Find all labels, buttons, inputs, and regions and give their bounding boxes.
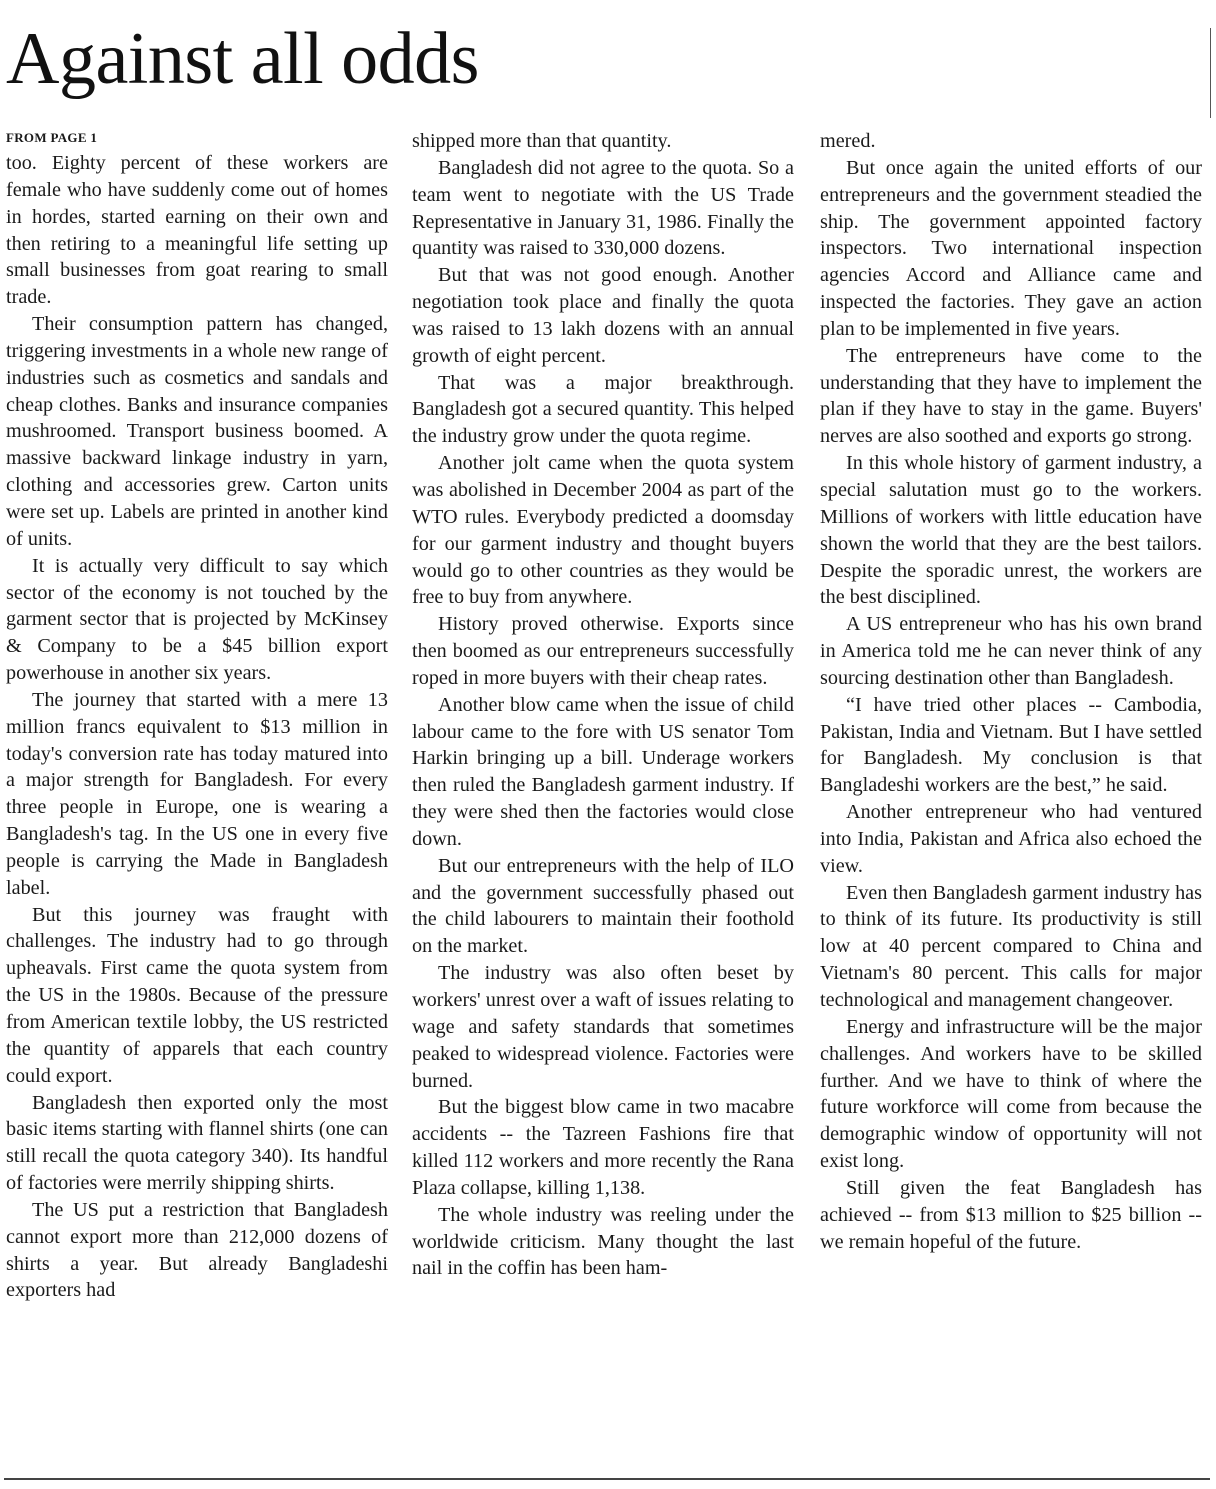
paragraph: Another blow came when the issue of child labour came to the fore with US senator Tom Harkin bringing up a bill. Underage workers then ruled the Bangladesh garment industry. If they were shed then the factories would close down. [412, 693, 794, 850]
paragraph: shipped more than that quantity. [412, 130, 672, 152]
paragraph: But once again the united efforts of our entrepreneurs and the government steadied the ship. The government appointed factory inspectors. Two international inspection agencies Accord and Alliance came and inspected the factories. They gave an action plan to be implemented in five years. [820, 156, 1202, 340]
paragraph: It is actually very difficult to say which sector of the economy is not touched by the garment sector that is projected by McKinsey & Company to be a $45 billion export powerhouse in another six years. [6, 554, 388, 685]
paragraph: Another entrepreneur who had ventured into India, Pakistan and Africa also echoed the view. [820, 801, 1202, 877]
paragraph: The US put a restriction that Bangladesh cannot export more than 212,000 dozens of shirts a year. But already Bangladeshi exporters had [6, 1198, 388, 1302]
column-rule [1210, 28, 1211, 118]
article-column-3 [820, 128, 1202, 1255]
paragraph: “I have tried other places -- Cambodia, Pakistan, India and Vietnam. But I have settled for Bangladesh. My conclusion is that Bangladeshi workers are the best,” he said. [820, 693, 1202, 797]
paragraph: The whole industry was reeling under the worldwide criticism. Many thought the last nail in the coffin has been ham- [412, 1203, 794, 1280]
paragraph: The journey that started with a mere 13 million francs equivalent to $13 million in today's conversion rate has today matured into a major strength for Bangladesh. For every three people in Europe, one is wearing a Bangladesh's tag. In the US one in every five people is carrying the Made in Bangladesh label. [6, 688, 388, 899]
paragraph: Another jolt came when the quota system was abolished in December 2004 as part of the WTO rules. Everybody predicted a doomsday for our garment industry and thought buyers would go to other countries as they would be free to buy from anywhere. [412, 452, 794, 609]
paragraph: But that was not good enough. Another negotiation took place and finally the quota was raised to 13 lakh dozens with an annual growth of eight percent. [412, 264, 794, 367]
paragraph: Still given the feat Bangladesh has achieved -- from $13 million to $25 billion -- we remain hopeful of the future. [820, 1176, 1202, 1253]
paragraph: History proved otherwise. Exports since then boomed as our entrepreneurs successfully roped in more buyers with their cheap rates. [412, 613, 794, 689]
paragraph: Their consumption pattern has changed, triggering investments in a whole new range of industries such as cosmetics and sandals and cheap clothes. Banks and insurance companies mushroomed. Transport business boomed. A massive backward linkage industry in yarn, clothing and accessories grew. Carton units were set up. Labels are printed in another kind of units. [6, 313, 388, 550]
paragraph: But our entrepreneurs with the help of ILO and the government successfully phased out the child labourers to maintain their foothold on the market. [412, 854, 794, 958]
paragraph: But the biggest blow came in two macabre accidents -- the Tazreen Fashions fire that killed 112 workers and more recently the Rana Plaza collapse, killing 1,138. [412, 1096, 794, 1199]
headline: Against all odds [6, 18, 479, 100]
paragraph: mered. [820, 130, 876, 152]
paragraph: In this whole history of garment industry, a special salutation must go to the workers. Millions of workers with little education have shown the world that they are the best tailors. Despite the sporadic unrest, the workers are the best disciplined. [820, 452, 1202, 609]
paragraph: That was a major breakthrough. Bangladesh got a secured quantity. This helped the industry grow under the quota regime. [412, 371, 794, 448]
paragraph: Even then Bangladesh garment industry has to think of its future. Its productivity is still low at 40 percent compared to China and Vietnam's 80 percent. This calls for major technological and management changeover. [820, 881, 1202, 1011]
paragraph: too. Eighty percent of these workers are female who have suddenly come out of homes in hordes, started earning on their own and then retiring to a meaningful life setting up small businesses from goat rearing to small trade. [6, 152, 388, 309]
article-column-2 [412, 128, 794, 1282]
paragraph: But this journey was fraught with challenges. The industry had to go through upheavals. First came the quota system from the US in the 1980s. Because of the pressure from American textile lobby, the US restricted the quantity of apparels that each country could export. [6, 903, 388, 1087]
paragraph: A US entrepreneur who has his own brand in America told me he can never think of any sourcing destination other than Bangladesh. [820, 613, 1202, 689]
paragraph: The industry was also often beset by workers' unrest over a waft of issues relating to wage and safety standards that sometimes peaked to widespread violence. Factories were burned. [412, 962, 794, 1092]
paragraph: The entrepreneurs have come to the understanding that they have to implement the plan if they have to stay in the game. Buyers' nerves are also soothed and exports go strong. [820, 344, 1202, 448]
bottom-rule [4, 1478, 1210, 1480]
paragraph: Bangladesh then exported only the most basic items starting with flannel shirts (one can still recall the quota category 340). Its handful of factories were merrily shipping shirts. [6, 1091, 388, 1195]
paragraph: Bangladesh did not agree to the quota. So a team went to negotiate with the US Trade Representative in January 31, 1986. Finally the quantity was raised to 330,000 dozens. [412, 156, 794, 260]
paragraph: Energy and infrastructure will be the major challenges. And workers have to be skilled further. And we have to think of where the future workforce will come from because the demographic window of opportunity will not exist long. [820, 1015, 1202, 1173]
jump-label: FROM PAGE 1 [6, 130, 98, 145]
article-column-1 [6, 128, 388, 1304]
